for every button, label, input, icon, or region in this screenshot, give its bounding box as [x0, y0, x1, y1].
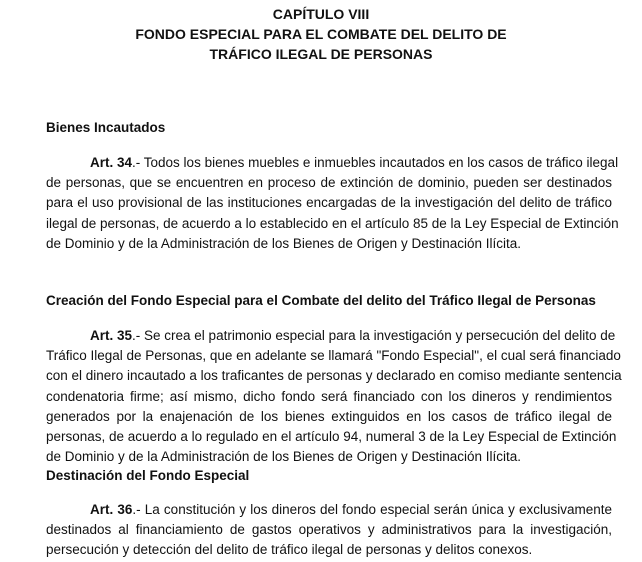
- article-35-line: de Dominio y de la Administración de los Bienes de Origen y Destinación Ilícita.: [46, 449, 521, 465]
- section-heading-bienes-incautados: Bienes Incautados: [46, 120, 166, 135]
- article-35-line: condenatoria firme; así mismo, dicho fondo será financiado con los dineros y rendimientos: [46, 388, 612, 404]
- article-36-paragraph: [46, 500, 612, 561]
- article-34-paragraph: [46, 153, 619, 254]
- article-36-line: persecución y detección del delito de tráfico ilegal de personas y delitos conexos.: [46, 542, 533, 558]
- article-34-line: Art. 34.- Todos los bienes muebles e inmuebles incautados en los casos de tráfico ilegal: [90, 155, 619, 170]
- section-heading-destinacion-fondo: Destinación del Fondo Especial: [46, 468, 250, 483]
- article-34-line: ilegal de personas, de acuerdo a lo establecido en el artículo 85 de la Ley Especial de Extinción: [46, 215, 619, 231]
- article-35-line: generados por la enajenación de los bienes extinguidos en los casos de tráfico ilegal de: [46, 408, 612, 424]
- chapter-title-line-1: FONDO ESPECIAL PARA EL COMBATE DEL DELITO DE: [135, 26, 507, 42]
- chapter-number: CAPÍTULO VIII: [272, 6, 370, 22]
- article-34-line: para el uso provisional de las instituciones encargadas de la investigación del delito de tráfico: [46, 195, 612, 211]
- article-34-line: de personas, que se encuentren en proceso de extinción de dominio, pueden ser destinados: [46, 175, 612, 191]
- chapter-title-line-2: TRÁFICO ILEGAL DE PERSONAS: [209, 46, 433, 62]
- article-36-line: Art. 36.- La constitución y los dineros del fondo especial serán única y exclusivamente: [90, 502, 612, 517]
- section-heading-creacion-fondo: Creación del Fondo Especial para el Combate del delito del Tráfico Ilegal de Personas: [46, 293, 596, 308]
- article-35-line: Tráfico Ilegal de Personas, que en adelante se llamará "Fondo Especial", el cual será financiado: [46, 348, 621, 364]
- article-36-label: Art. 36: [90, 502, 133, 517]
- article-34-line: de Dominio y de la Administración de los Bienes de Origen y Destinación Ilícita.: [46, 235, 521, 251]
- article-35-line: Art. 35.- Se crea el patrimonio especial para la investigación y persecución del delito de: [90, 328, 616, 343]
- article-35-line: con el dinero incautado a los traficantes de personas y declarado en comiso mediante sentencia: [46, 368, 622, 384]
- article-34-label: Art. 34: [90, 155, 133, 170]
- article-36-line: destinados al financiamiento de gastos operativos y administrativos para la investigación,: [46, 522, 612, 538]
- article-35-paragraph: [46, 326, 622, 467]
- article-35-line: personas, de acuerdo a lo regulado en el artículo 94, numeral 3 de la Ley Especial de Extinción: [46, 429, 617, 445]
- article-35-label: Art. 35: [90, 328, 133, 343]
- chapter-header: [0, 4, 642, 64]
